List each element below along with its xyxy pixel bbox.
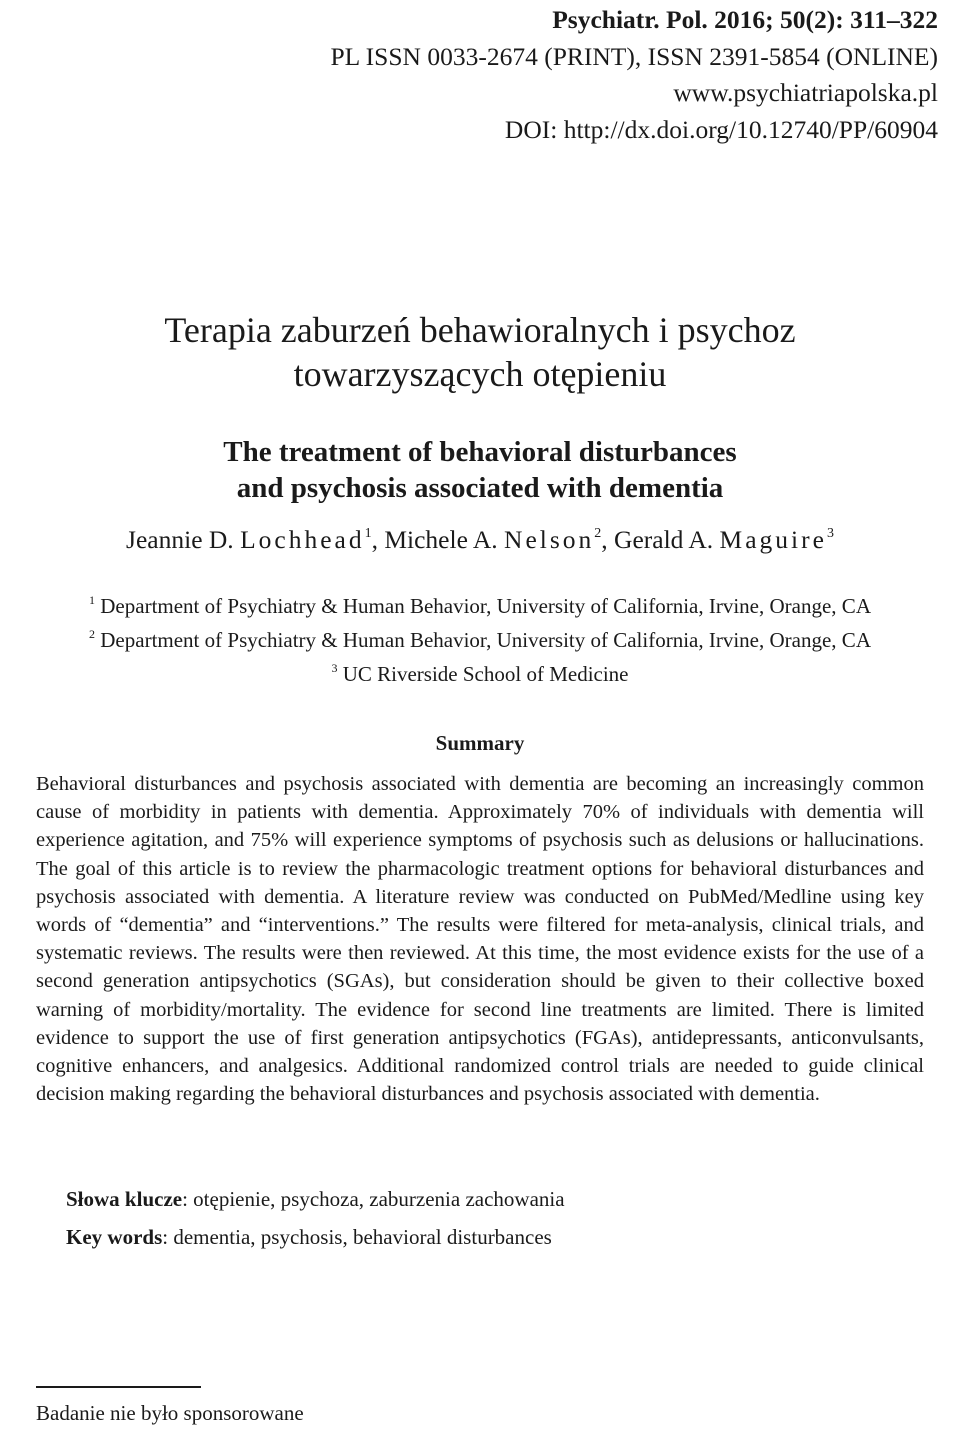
affiliation-text: UC Riverside School of Medicine [342, 662, 629, 686]
title-polish [0, 308, 960, 396]
keywords-polish-label: Słowa klucze [66, 1187, 183, 1211]
author [614, 525, 834, 554]
title-english-line-1: The treatment of behavioral disturbances [223, 436, 737, 468]
author-affiliation-mark: 2 [594, 526, 602, 541]
summary-heading: Summary [435, 731, 525, 755]
author [384, 525, 614, 554]
affiliation-number: 2 [89, 627, 96, 641]
keywords-polish [66, 1180, 565, 1218]
affiliation-number: 1 [89, 593, 96, 607]
keywords-english-values: : dementia, psychosis, behavioral disturbances [162, 1225, 552, 1249]
journal-website: www.psychiatriapolska.pl [673, 78, 938, 107]
footnote: Badanie nie było sponsorowane [36, 1401, 304, 1425]
footnote-divider [36, 1386, 201, 1388]
author-affiliation-mark: 1 [364, 526, 372, 541]
title-english [0, 434, 960, 506]
author-given-name: Gerald A. [614, 525, 714, 554]
journal-reference: Psychiatr. Pol. 2016; 50(2): 311–322 [552, 5, 938, 34]
author-affiliation-mark: 3 [826, 526, 834, 541]
affiliation-text: Department of Psychiatry & Human Behavior, University of California, Irvine, Orange, CA [100, 628, 871, 652]
author-list [0, 523, 960, 557]
title-polish-line-1: Terapia zaburzeń behawioralnych i psychoz [164, 310, 796, 350]
affiliation [0, 623, 960, 657]
author-given-name: Michele A. [384, 525, 498, 554]
title-english-line-2: and psychosis associated with dementia [236, 472, 724, 504]
author-surname: Maguire [719, 525, 827, 554]
affiliation [0, 589, 960, 623]
author-surname: Lochhead [240, 525, 365, 554]
issn-line: PL ISSN 0033-2674 (PRINT), ISSN 2391-5854 (ONLINE) [330, 41, 938, 71]
journal-header [331, 2, 939, 148]
doi-line: DOI: http://dx.doi.org/10.12740/PP/60904 [504, 114, 938, 144]
affiliation-list [0, 589, 960, 691]
affiliation-text: Department of Psychiatry & Human Behavior, University of California, Irvine, Orange, CA [100, 594, 871, 618]
affiliation [0, 657, 960, 691]
keywords-english [66, 1218, 565, 1256]
affiliation-number: 3 [331, 661, 338, 675]
title-polish-line-2: towarzyszących otępieniu [293, 354, 667, 394]
keywords-block [66, 1180, 565, 1256]
author-separator: , [601, 525, 615, 554]
keywords-english-label: Key words [66, 1225, 163, 1249]
author-surname: Nelson [504, 525, 595, 554]
keywords-polish-values: : otępienie, psychoza, zaburzenia zachowania [182, 1187, 565, 1211]
author [126, 525, 384, 554]
author-separator: , [371, 525, 385, 554]
summary-text: Behavioral disturbances and psychosis associated with dementia are becoming an increasingly common cause of morbidity in patients with dementia. Approximately 70% of individuals with dementia will experience agitation, and 75% will experience symptoms of psychosis such as delusions or hallucinations. The goal of this article is to review the pharmacologic treatment options for behavioral disturbances and psychosis associated with dementia. A literature review was conducted on PubMed/Medline using key words of “dementia” and “interventions.” The results were filtered for meta-analysis, clinical trials, and systematic reviews. The results were then reviewed. At this time, the most evidence exists for the use of a second generation antipsychotics (SGAs), but consideration should be given to their collective boxed warning of morbidity/mortality. The evidence for second line treatments are limited. There is limited evidence to support the use of first generation antipsychotics (FGAs), antidepressants, anticonvulsants, cognitive enhancers, and analgesics. Additional randomized control trials are needed to guide clinical decision making regarding the behavioral disturbances and psychosis associated with dementia. [36, 773, 924, 1106]
author-given-name: Jeannie D. [126, 525, 234, 554]
